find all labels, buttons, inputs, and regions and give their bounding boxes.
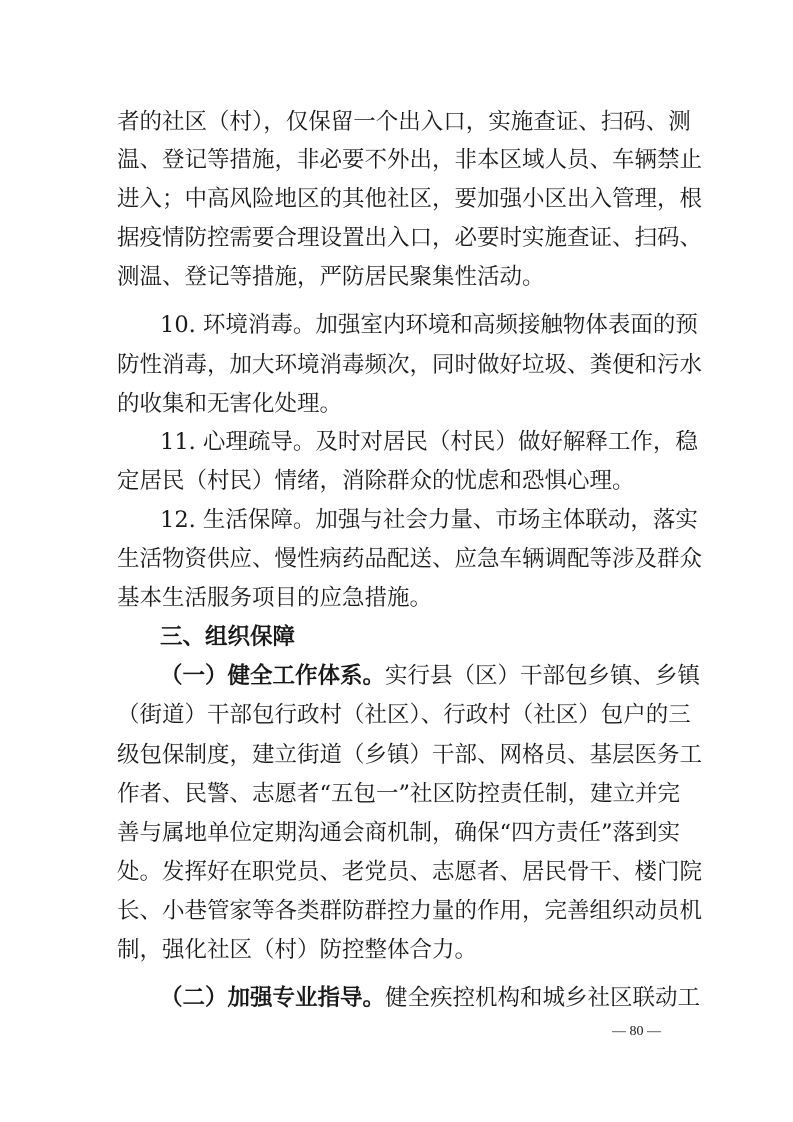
body-line: 长、小巷管家等各类群防群控力量的作用，完善组织动员机 [117, 898, 703, 924]
subsection-1-line [160, 661, 701, 691]
body-line: 级包保制度，建立街道（乡镇）干部、网格员、基层医务工 [117, 742, 703, 768]
page-number: — 80 — [612, 1024, 661, 1039]
item-11-line: 11. 心理疏导。及时对居民（村民）做好解释工作，稳 [160, 429, 698, 455]
section-heading: 三、组织保障 [160, 624, 296, 650]
subsection-1-text: 实行县（区）干部包乡镇、乡镇 [385, 663, 701, 689]
body-line: 者的社区（村），仅保留一个出入口，实施查证、扫码、测 [117, 109, 691, 135]
body-line: 测温、登记等措施，严防居民聚集性活动。 [117, 264, 545, 290]
item-12-line: 12. 生活保障。加强与社会力量、市场主体联动，落实 [160, 507, 698, 533]
body-line: （街道）干部包行政村（社区）、行政村（社区）包户的三 [117, 702, 691, 728]
body-line: 善与属地单位定期沟通会商机制，确保“四方责任”落到实 [117, 820, 681, 846]
subsection-2-line [160, 983, 701, 1013]
body-line: 据疫情防控需要合理设置出入口，必要时实施查证、扫码、 [117, 225, 703, 251]
subsection-2-title: （二）加强专业指导。 [160, 985, 386, 1011]
body-line: 基本生活服务项目的应急措施。 [117, 585, 433, 611]
body-line: 定居民（村民）情绪，消除群众的忧虑和恐惧心理。 [117, 468, 635, 494]
body-line: 制，强化社区（村）防控整体合力。 [117, 937, 478, 963]
body-line: 生活物资供应、慢性病药品配送、应急车辆调配等涉及群众 [117, 546, 703, 572]
body-line: 温、登记等措施，非必要不外出，非本区域人员、车辆禁止 [117, 147, 703, 173]
body-line: 处。发挥好在职党员、老党员、志愿者、居民骨干、楼门院 [117, 859, 703, 885]
item-10-line: 10. 环境消毒。加强室内环境和高频接触物体表面的预 [160, 312, 698, 338]
subsection-2-text: 健全疾控机构和城乡社区联动工 [385, 985, 701, 1011]
subsection-1-title: （一）健全工作体系。 [160, 663, 386, 689]
body-line: 作者、民警、志愿者“五包一”社区防控责任制，建立并完 [117, 781, 681, 807]
body-line: 的收集和无害化处理。 [117, 391, 343, 417]
body-line: 防性消毒，加大环境消毒频次，同时做好垃圾、粪便和污水 [117, 352, 703, 378]
body-line: 进入；中高风险地区的其他社区，要加强小区出入管理，根 [117, 186, 703, 212]
